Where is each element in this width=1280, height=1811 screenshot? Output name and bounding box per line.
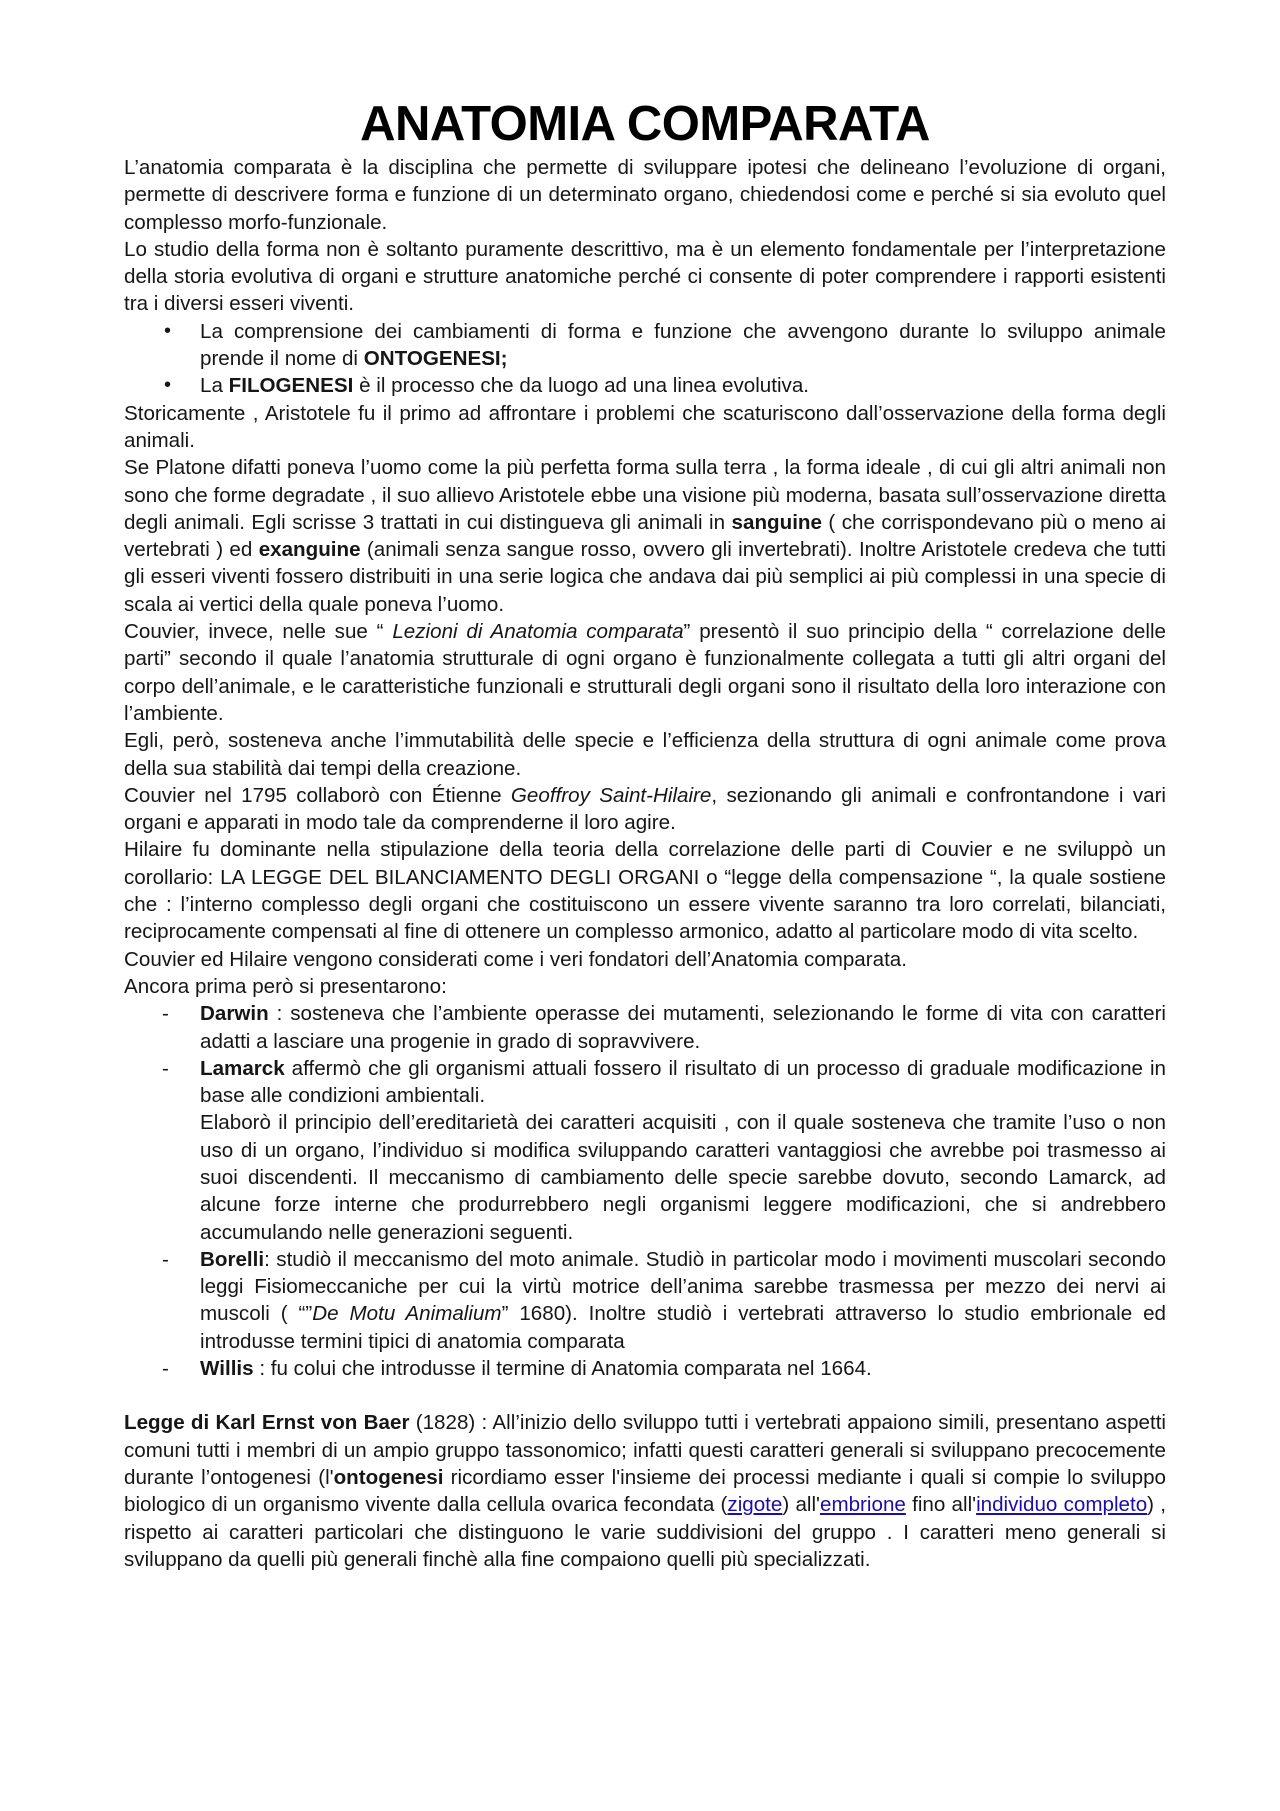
individuo-completo-link[interactable]: individuo completo (976, 1493, 1148, 1517)
ontogenesi-bold: ontogenesi (333, 1465, 444, 1489)
borelli-name: Borelli (200, 1247, 265, 1271)
aristotele-text-b: ( che corrispondevano più o meno ai vertebrati ) ed (124, 510, 1166, 562)
list-item-filogenesi (124, 372, 1166, 399)
geoffroy-name: Geoffroy Saint-Hilaire (510, 783, 712, 807)
scientists-list (124, 1000, 1166, 1382)
darwin-text: : sosteneva che l’ambiente operasse dei mutamenti, selezionando le forme di vita con caratteri adatti a lasciare una progenie in grado di sopravvivere. (200, 1002, 1166, 1053)
borelli-text-b: ” 1680). Inoltre studiò i vertebrati attraverso lo studio embrionale ed introdusse termini tipici di anatomia comparata (200, 1302, 1166, 1353)
baer-paragraph (124, 1409, 1166, 1573)
dash-marker: - (162, 1247, 169, 1271)
document-page (124, 96, 1166, 1573)
geoffroy-text-b: , sezionando gli animali e confrontandone i vari organi e apparati in modo tale da comprenderne il loro agire. (124, 783, 1166, 835)
lamarck-text: affermò che gli organismi attuali fossero il risultato di un processo di graduale modificazione in base alle condizioni ambientali. (200, 1056, 1166, 1108)
zigote-link[interactable]: zigote (727, 1493, 783, 1517)
history-paragraph-5 (124, 782, 1166, 837)
list-item-willis (124, 1355, 1166, 1382)
list-item-lamarck (124, 1055, 1166, 1246)
history-paragraph-1: Storicamente , Aristotele fu il primo ad affrontare i problemi che scaturiscono dall’osservazione della forma degli animali. (124, 401, 1166, 452)
baer-text-e: ) , rispetto ai caratteri particolari che distinguono le varie suddivisioni del gruppo . I caratteri meno generali si sviluppano da quelli più generali finchè alla fine compaiono quelli più specializzati. (124, 1493, 1166, 1571)
willis-text: : fu colui che introdusse il termine di Anatomia comparata nel 1664. (253, 1357, 872, 1381)
baer-text-c: ) all' (782, 1493, 820, 1517)
couvier-text-b: ” presentò il suo principio della “ correlazione delle parti” secondo il quale l’anatomia strutturale di ogni organo è funzionalmente collegata a tutti gli altri organi del corpo dell’animale, e le caratteristiche funzionali e strutturali degli organi sono il risultato della loro interazione con l’ambiente. (124, 620, 1166, 725)
lamarck-text-2: Elaborò il principio dell’ereditarietà dei caratteri acquisiti , con il quale sosteneva che tramite l’uso o non uso di un organo, l’individuo si modifica sviluppando caratteri vantaggiosi che avrebbe poi trasmesso ai suoi discendenti. Il meccanismo di cambiamento delle specie sarebbe dovuto, secondo Lamarck, ad alcune forze interne che produrrebbero negli organismi leggere modificazioni, che si andrebbero accumulando nelle generazioni seguenti. (200, 1111, 1166, 1244)
exanguine-term: exanguine (258, 538, 361, 562)
bullet-icon: • (164, 374, 172, 397)
dash-marker: - (162, 1002, 169, 1026)
de-motu-title: De Motu Animalium (312, 1302, 502, 1326)
darwin-name: Darwin (200, 1002, 269, 1026)
ontogenesi-text: La comprensione dei cambiamenti di forma e funzione che avvengono durante lo sviluppo animale prende il nome di (200, 319, 1166, 371)
history-paragraph-7: Couvier ed Hilaire vengono considerati come i veri fondatori dell’Anatomia comparata. (124, 947, 907, 971)
section-spacer (124, 1382, 1166, 1409)
list-item-borelli (124, 1246, 1166, 1355)
history-paragraph-4: Egli, però, sosteneva anche l’immutabilità delle specie e l’efficienza della struttura di ogni animale come prova della sua stabilità dai tempi della creazione. (124, 729, 1166, 780)
aristotele-text-a: Se Platone difatti poneva l’uomo come la più perfetta forma sulla terra , la forma ideale , di cui gli altri animali non sono che forme degradate , il suo allievo Aristotele ebbe una visione più moderna, basata sull’osservazione diretta degli animali. Egli scrisse 3 trattati in cui distingueva gli animali in (124, 456, 1166, 534)
aristotele-text-c: (animali senza sangue rosso, ovvero gli invertebrati). Inoltre Aristotele credeva che tutti gli esseri viventi fossero distribuiti in una serie logica che andava dai più semplici ai più complessi in una specie di scala ai vertici della quale poneva l’uomo. (124, 538, 1166, 616)
page-title: ANATOMIA COMPARATA (360, 97, 930, 151)
list-item-ontogenesi (124, 318, 1166, 373)
bullet-icon: • (164, 319, 172, 342)
lezioni-title: Lezioni di Anatomia comparata (392, 620, 684, 644)
intro-paragraph-1: L’anatomia comparata è la disciplina che permette di sviluppare ipotesi che delineano l’evoluzione di organi, permette di descrivere forma e funzione di un determinato organo, chiedendosi come e perché si sia evoluto quel complesso morfo-funzionale. (124, 156, 1166, 234)
intro-paragraph-2: Lo studio della forma non è soltanto puramente descrittivo, ma è un elemento fondamentale per l’interpretazione della storia evolutiva di organi e strutture anatomiche perché ci consente di poter comprendere i rapporti esistenti tra i diversi esseri viventi. (124, 237, 1166, 316)
dash-marker: - (162, 1357, 169, 1381)
lamarck-name: Lamarck (200, 1056, 285, 1080)
filogenesi-term: FILOGENESI (228, 374, 354, 398)
embrione-link[interactable]: embrione (820, 1493, 906, 1517)
sanguine-term: sanguine (731, 510, 822, 534)
dash-marker: - (162, 1056, 169, 1080)
history-paragraph-3 (124, 618, 1166, 727)
list-item-darwin (124, 1000, 1166, 1055)
baer-text-d: fino all' (905, 1493, 977, 1517)
baer-text-b: ricordiamo esser l'insieme dei processi mediante i quali si compie lo sviluppo biologico di un organismo vivente dalla cellula ovarica fecondata ( (124, 1465, 1166, 1517)
willis-name: Willis (200, 1357, 254, 1381)
filogenesi-prefix: La (200, 374, 229, 398)
history-paragraph-8: Ancora prima però si presentarono: (124, 974, 447, 998)
history-paragraph-6: Hilaire fu dominante nella stipulazione della teoria della correlazione delle parti di Couvier e ne sviluppò un corollario: LA LEGGE DEL BILANCIAMENTO DEGLI ORGANI o “legge della compensazione “, la quale sostiene che : l’interno complesso degli organi che costituiscono un essere vivente saranno tra loro correlati, bilanciati, reciprocamente compensati al fine di ottenere un complesso armonico, adatto al particolare modo di vita scelto. (124, 838, 1166, 944)
borelli-text-a: : studiò il meccanismo del moto animale. Studiò in particolar modo i movimenti muscolari secondo leggi Fisiomeccaniche per cui la virtù motrice dell’anima sarebbe trasmessa per mezzo dei nervi ai muscoli ( “” (200, 1247, 1166, 1326)
baer-text-a: (1828) : All’inizio dello sviluppo tutti i vertebrati appaiono simili, presentano aspetti comuni tutti i membri di un ampio gruppo tassonomico; infatti questi caratteri generali si sviluppano precocemente durante l’ontogenesi (l' (124, 1411, 1166, 1489)
history-paragraph-2 (124, 454, 1166, 618)
filogenesi-text: è il processo che da luogo ad una linea evolutiva. (353, 374, 810, 398)
geoffroy-text-a: Couvier nel 1795 collaborò con Étienne (124, 783, 511, 807)
ontogenesi-term: ONTOGENESI; (363, 347, 508, 371)
baer-law-title: Legge di Karl Ernst von Baer (124, 1411, 410, 1435)
definitions-list (124, 318, 1166, 400)
couvier-text-a: Couvier, invece, nelle sue “ (124, 620, 393, 644)
